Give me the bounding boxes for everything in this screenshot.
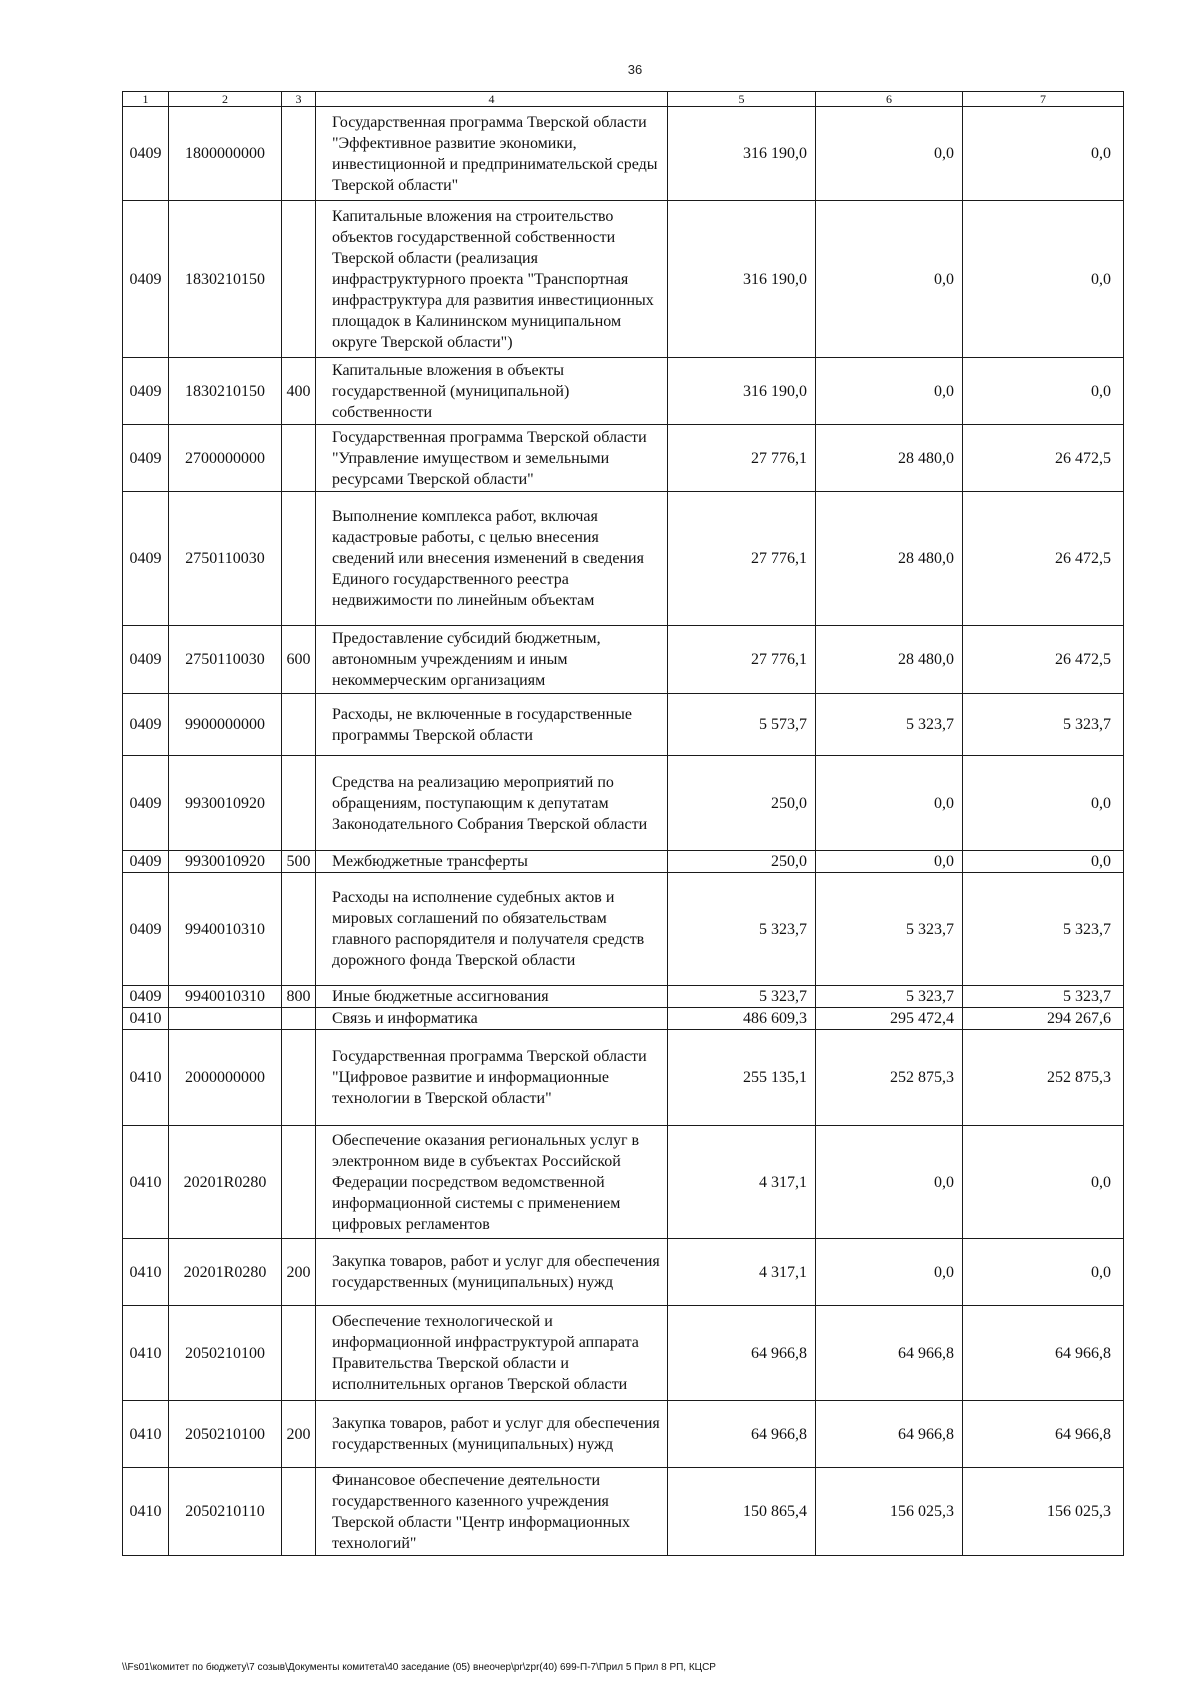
amount-col7: 0,0 <box>963 107 1124 201</box>
section-code: 0410 <box>123 1401 169 1468</box>
item-name: Выполнение комплекса работ, включая кадастровые работы, с целью внесения сведений или внесения изменений в сведения Единого государственного реестра недвижимости по линейным объектам <box>316 492 668 626</box>
col-header-3: 3 <box>282 92 316 107</box>
amount-col7: 0,0 <box>963 358 1124 425</box>
amount-col7: 26 472,5 <box>963 425 1124 492</box>
amount-col6: 295 472,4 <box>816 1008 963 1030</box>
expense-type-code <box>282 873 316 986</box>
amount-col7: 0,0 <box>963 201 1124 358</box>
item-name: Обеспечение технологической и информационной инфраструктурой аппарата Правительства Тверской области и исполнительных органов Тверской области <box>316 1306 668 1401</box>
section-code: 0410 <box>123 1008 169 1030</box>
item-name: Межбюджетные трансферты <box>316 851 668 873</box>
amount-col6: 0,0 <box>816 107 963 201</box>
expense-type-code <box>282 1306 316 1401</box>
col-header-1: 1 <box>123 92 169 107</box>
col-header-4: 4 <box>316 92 668 107</box>
expense-type-code: 200 <box>282 1401 316 1468</box>
target-article-code: 2050210100 <box>169 1401 282 1468</box>
section-code: 0409 <box>123 492 169 626</box>
amount-col5: 316 190,0 <box>668 358 816 425</box>
amount-col6: 5 323,7 <box>816 986 963 1008</box>
section-code: 0409 <box>123 756 169 851</box>
item-name: Обеспечение оказания региональных услуг в электронном виде в субъектах Российской Федерации посредством ведомственной информационной системы с применением цифровых регламентов <box>316 1126 668 1239</box>
section-code: 0410 <box>123 1126 169 1239</box>
table-row <box>123 201 1124 358</box>
amount-col6: 156 025,3 <box>816 1468 963 1556</box>
amount-col7: 0,0 <box>963 756 1124 851</box>
table-row <box>123 873 1124 986</box>
amount-col7: 0,0 <box>963 1239 1124 1306</box>
target-article-code: 1830210150 <box>169 201 282 358</box>
amount-col6: 252 875,3 <box>816 1030 963 1126</box>
target-article-code: 2050210100 <box>169 1306 282 1401</box>
amount-col5: 4 317,1 <box>668 1126 816 1239</box>
expense-type-code <box>282 694 316 756</box>
amount-col7: 0,0 <box>963 851 1124 873</box>
amount-col5: 150 865,4 <box>668 1468 816 1556</box>
table-row <box>123 1126 1124 1239</box>
amount-col5: 486 609,3 <box>668 1008 816 1030</box>
file-path-footer: \\Fs01\комитет по бюджету\7 созыв\Документы комитета\40 заседание (05) внеочер\pr\zpr(40) 699-П-7\Прил 5 Прил 8 РП, КЦСР <box>122 1662 716 1673</box>
expense-type-code <box>282 1030 316 1126</box>
amount-col5: 4 317,1 <box>668 1239 816 1306</box>
item-name: Средства на реализацию мероприятий по обращениям, поступающим к депутатам Законодательного Собрания Тверской области <box>316 756 668 851</box>
target-article-code: 9900000000 <box>169 694 282 756</box>
table-row <box>123 851 1124 873</box>
amount-col6: 28 480,0 <box>816 492 963 626</box>
item-name: Закупка товаров, работ и услуг для обеспечения государственных (муниципальных) нужд <box>316 1401 668 1468</box>
table-row <box>123 1008 1124 1030</box>
expense-type-code: 600 <box>282 626 316 694</box>
item-name: Расходы, не включенные в государственные программы Тверской области <box>316 694 668 756</box>
section-code: 0409 <box>123 694 169 756</box>
section-code: 0409 <box>123 358 169 425</box>
amount-col5: 5 323,7 <box>668 873 816 986</box>
section-code: 0409 <box>123 425 169 492</box>
amount-col5: 5 573,7 <box>668 694 816 756</box>
table-row <box>123 1030 1124 1126</box>
amount-col7: 0,0 <box>963 1126 1124 1239</box>
amount-col5: 27 776,1 <box>668 425 816 492</box>
section-code: 0409 <box>123 201 169 358</box>
expense-type-code <box>282 1126 316 1239</box>
table-row <box>123 425 1124 492</box>
amount-col5: 64 966,8 <box>668 1401 816 1468</box>
amount-col5: 316 190,0 <box>668 201 816 358</box>
expense-type-code: 500 <box>282 851 316 873</box>
amount-col5: 64 966,8 <box>668 1306 816 1401</box>
target-article-code: 2000000000 <box>169 1030 282 1126</box>
target-article-code: 9930010920 <box>169 756 282 851</box>
expense-type-code <box>282 1468 316 1556</box>
col-header-2: 2 <box>169 92 282 107</box>
item-name: Расходы на исполнение судебных актов и мировых соглашений по обязательствам главного распорядителя и получателя средств дорожного фонда Тверской области <box>316 873 668 986</box>
amount-col7: 5 323,7 <box>963 873 1124 986</box>
section-code: 0410 <box>123 1468 169 1556</box>
col-header-7: 7 <box>963 92 1124 107</box>
expense-type-code: 400 <box>282 358 316 425</box>
item-name: Капитальные вложения в объекты государственной (муниципальной) собственности <box>316 358 668 425</box>
target-article-code: 20201R0280 <box>169 1126 282 1239</box>
table-row <box>123 107 1124 201</box>
table-row <box>123 1468 1124 1556</box>
col-header-5: 5 <box>668 92 816 107</box>
amount-col5: 5 323,7 <box>668 986 816 1008</box>
section-code: 0409 <box>123 873 169 986</box>
table-row <box>123 1239 1124 1306</box>
expense-type-code <box>282 201 316 358</box>
item-name: Закупка товаров, работ и услуг для обеспечения государственных (муниципальных) нужд <box>316 1239 668 1306</box>
target-article-code: 2750110030 <box>169 492 282 626</box>
target-article-code: 9930010920 <box>169 851 282 873</box>
table-row <box>123 492 1124 626</box>
item-name: Капитальные вложения на строительство объектов государственной собственности Тверской области (реализация инфраструктурного проекта "Транспортная инфраструктура для развития инвестиционных площадок в Калининском муниципальном округе Тверской области") <box>316 201 668 358</box>
item-name: Связь и информатика <box>316 1008 668 1030</box>
item-name: Иные бюджетные ассигнования <box>316 986 668 1008</box>
amount-col7: 252 875,3 <box>963 1030 1124 1126</box>
table-row <box>123 756 1124 851</box>
amount-col6: 0,0 <box>816 851 963 873</box>
amount-col6: 5 323,7 <box>816 873 963 986</box>
expense-type-code <box>282 756 316 851</box>
target-article-code: 2750110030 <box>169 626 282 694</box>
section-code: 0409 <box>123 851 169 873</box>
amount-col6: 28 480,0 <box>816 626 963 694</box>
amount-col7: 26 472,5 <box>963 626 1124 694</box>
section-code: 0410 <box>123 1239 169 1306</box>
item-name: Государственная программа Тверской области "Эффективное развитие экономики, инвестиционной и предпринимательской среды Тверской области" <box>316 107 668 201</box>
header-row <box>123 92 1124 107</box>
item-name: Финансовое обеспечение деятельности государственного казенного учреждения Тверской области "Центр информационных технологий" <box>316 1468 668 1556</box>
amount-col7: 26 472,5 <box>963 492 1124 626</box>
amount-col6: 0,0 <box>816 1239 963 1306</box>
amount-col5: 27 776,1 <box>668 492 816 626</box>
target-article-code <box>169 1008 282 1030</box>
table-row <box>123 986 1124 1008</box>
target-article-code: 1830210150 <box>169 358 282 425</box>
target-article-code: 2700000000 <box>169 425 282 492</box>
target-article-code: 9940010310 <box>169 986 282 1008</box>
budget-table <box>122 91 1124 1556</box>
target-article-code: 9940010310 <box>169 873 282 986</box>
section-code: 0409 <box>123 986 169 1008</box>
target-article-code: 20201R0280 <box>169 1239 282 1306</box>
amount-col7: 294 267,6 <box>963 1008 1124 1030</box>
amount-col6: 5 323,7 <box>816 694 963 756</box>
amount-col5: 316 190,0 <box>668 107 816 201</box>
item-name: Государственная программа Тверской области "Управление имуществом и земельными ресурсами Тверской области" <box>316 425 668 492</box>
item-name: Предоставление субсидий бюджетным, автономным учреждениям и иным некоммерческим организациям <box>316 626 668 694</box>
page-number: 36 <box>627 62 643 77</box>
amount-col6: 0,0 <box>816 756 963 851</box>
amount-col7: 64 966,8 <box>963 1401 1124 1468</box>
amount-col5: 27 776,1 <box>668 626 816 694</box>
amount-col6: 64 966,8 <box>816 1306 963 1401</box>
amount-col7: 156 025,3 <box>963 1468 1124 1556</box>
section-code: 0409 <box>123 107 169 201</box>
amount-col6: 28 480,0 <box>816 425 963 492</box>
section-code: 0410 <box>123 1030 169 1126</box>
table-row <box>123 626 1124 694</box>
amount-col7: 5 323,7 <box>963 694 1124 756</box>
table-row <box>123 694 1124 756</box>
table-row <box>123 358 1124 425</box>
table-row <box>123 1401 1124 1468</box>
expense-type-code <box>282 1008 316 1030</box>
expense-type-code: 200 <box>282 1239 316 1306</box>
amount-col6: 0,0 <box>816 1126 963 1239</box>
section-code: 0409 <box>123 626 169 694</box>
expense-type-code <box>282 492 316 626</box>
table-row <box>123 1306 1124 1401</box>
expense-type-code <box>282 107 316 201</box>
amount-col7: 64 966,8 <box>963 1306 1124 1401</box>
target-article-code: 2050210110 <box>169 1468 282 1556</box>
amount-col6: 0,0 <box>816 358 963 425</box>
expense-type-code: 800 <box>282 986 316 1008</box>
section-code: 0410 <box>123 1306 169 1401</box>
expense-type-code <box>282 425 316 492</box>
target-article-code: 1800000000 <box>169 107 282 201</box>
item-name: Государственная программа Тверской области "Цифровое развитие и информационные технологии в Тверской области" <box>316 1030 668 1126</box>
amount-col5: 250,0 <box>668 851 816 873</box>
amount-col5: 250,0 <box>668 756 816 851</box>
amount-col6: 64 966,8 <box>816 1401 963 1468</box>
amount-col5: 255 135,1 <box>668 1030 816 1126</box>
table-body <box>123 107 1124 1556</box>
amount-col6: 0,0 <box>816 201 963 358</box>
amount-col7: 5 323,7 <box>963 986 1124 1008</box>
col-header-6: 6 <box>816 92 963 107</box>
